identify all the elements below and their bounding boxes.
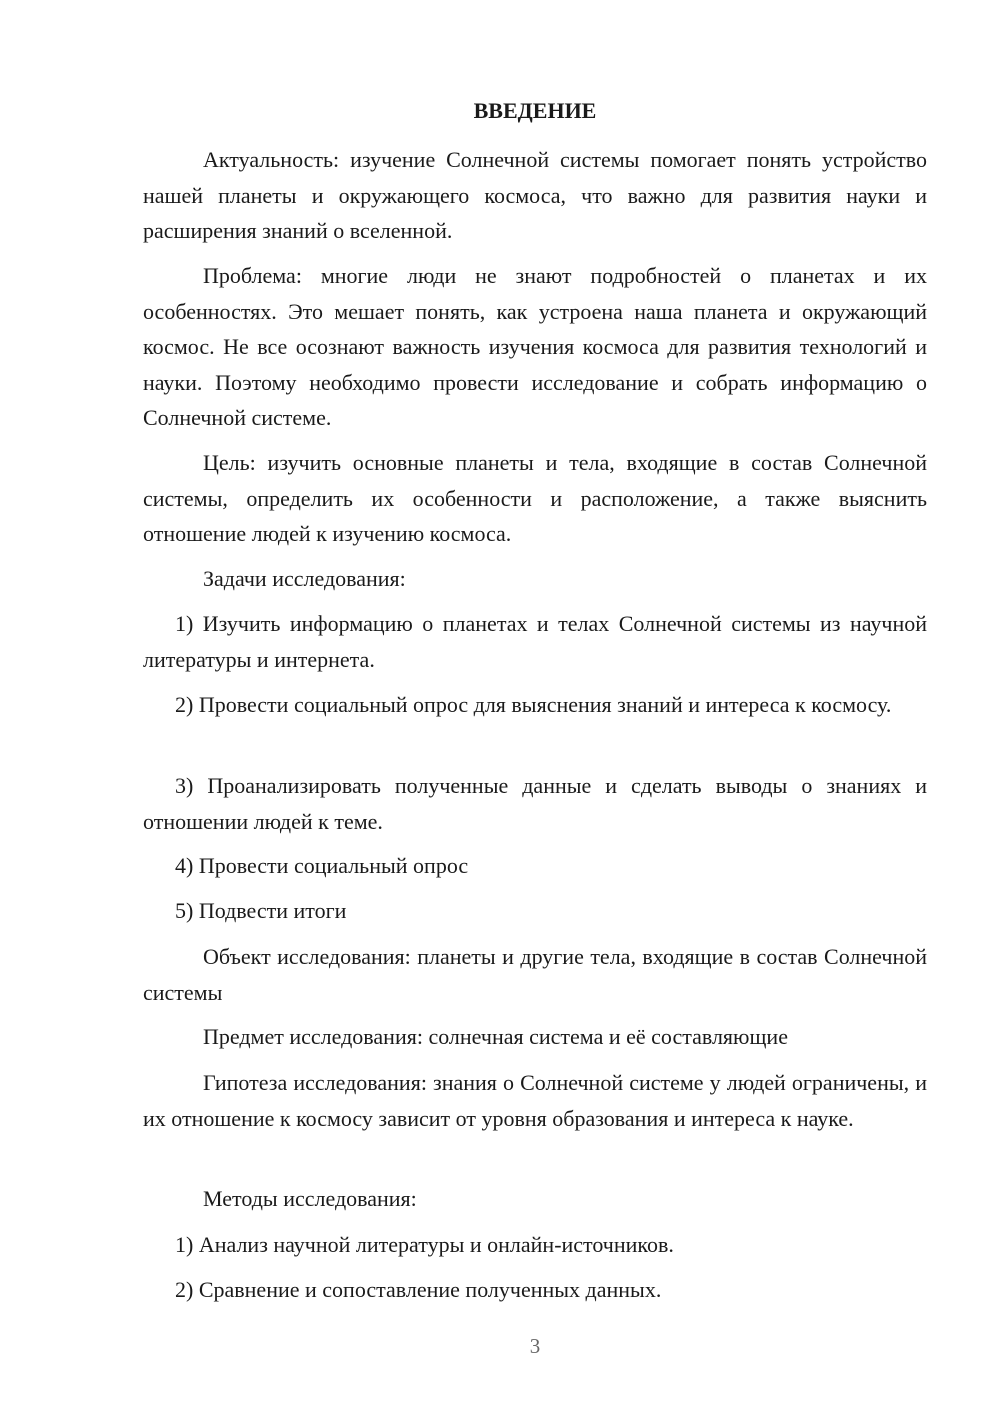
paragraph-subject: Предмет исследования: солнечная система и её составляющие: [203, 1024, 788, 1049]
task-item-4: 4) Провести социальный опрос: [175, 853, 469, 878]
task-item-1: 1) Изучить информацию о планетах и телах Солнечной системы из научной литературы и интернета.: [143, 611, 927, 672]
paragraph-goal: Цель: изучить основные планеты и тела, входящие в состав Солнечной системы, определить их особенности и расположение, а также выяснить отношение людей к изучению космоса.: [143, 450, 927, 546]
paragraph-object: Объект исследования: планеты и другие тела, входящие в состав Солнечной системы: [143, 944, 927, 1005]
document-page: [143, 0, 927, 1414]
task-item-3: 3) Проанализировать полученные данные и сделать выводы о знаниях и отношении людей к теме.: [143, 773, 927, 834]
task-item-2: 2) Провести социальный опрос для выяснения знаний и интереса к космосу.: [175, 692, 892, 717]
method-item-2: 2) Сравнение и сопоставление полученных данных.: [175, 1277, 662, 1302]
paragraph-tasks-heading: Задачи исследования:: [203, 566, 406, 591]
method-item-1: 1) Анализ научной литературы и онлайн-источников.: [175, 1232, 674, 1257]
paragraph-methods-heading: Методы исследования:: [203, 1186, 417, 1211]
section-heading: ВВЕДЕНИЕ: [473, 98, 597, 123]
page-number: 3: [529, 1334, 541, 1358]
paragraph-problem: Проблема: многие люди не знают подробностей о планетах и их особенностях. Это мешает понять, как устроена наша планета и окружающий космос. Не все осознают важность изучения космоса для развития технологий и науки. Поэтому необходимо провести исследование и собрать информацию о Солнечной системе.: [143, 263, 927, 430]
task-item-5: 5) Подвести итоги: [175, 898, 347, 923]
paragraph-hypothesis: Гипотеза исследования: знания о Солнечной системе у людей ограничены, и их отношение к космосу зависит от уровня образования и интереса к науке.: [143, 1070, 927, 1131]
paragraph-relevance: Актуальность: изучение Солнечной системы помогает понять устройство нашей планеты и окружающего космоса, что важно для развития науки и расширения знаний о вселенной.: [143, 147, 927, 243]
